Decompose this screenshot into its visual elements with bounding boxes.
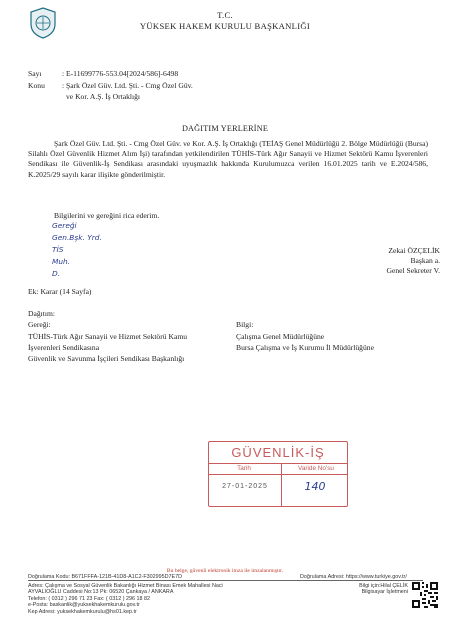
footer-divider: [28, 580, 423, 581]
sayi-label: Sayı: [28, 69, 42, 78]
qr-code-icon: [412, 582, 438, 608]
contact-title: Bilgisayar İşletmeni: [361, 589, 408, 596]
gereği-item-3: Güvenlik ve Savunma İşçileri Sendikası Başkanlığı: [28, 354, 185, 363]
konu-value-2: ve Kor. A.Ş. İş Ortaklığı: [66, 92, 141, 101]
gereği-item-2: İşverenleri Sendikasına: [28, 343, 100, 352]
body-paragraph: Şark Özel Güv. Ltd. Şti. - Cmg Özel Güv. ve Kor. A.Ş. İş Ortaklığı (TEİAŞ Genel Müdürlüğü 2. Bölge Müdürlüğü (Bursa) Silahlı Özel Güvenlik Hizmet Alım İşi) tarafından yetkilendirilen TÜHİS-Türk Ağır Sanayii ve Hizmet Sektörü Kamu İşverenleri Sendikası ile Güvenlik-İş Sendikası arasındaki uyuşmazlık hakkında Kurulumuzca verilen 16.01.2025 tarih ve E.2024/586, K.2025/29 sayılı karar ilişikte gönderilmiştir.: [28, 139, 428, 179]
address-block: [28, 583, 223, 615]
address-line-1: Adres: Çalışma ve Sosyal Güvenlik Bakanlığı Hizmet Binası Emek Mahallesi Naci: [28, 583, 223, 589]
kep-line: Kep Adresi: yuksekhakemkurulu@hs01.kep.tr: [28, 608, 137, 615]
stamp-date-label: Tarih: [237, 465, 251, 472]
email-line[interactable]: e-Posta: baskanlik@yuksekhakemkurulu.gov.tr: [28, 602, 140, 609]
verify-address[interactable]: Doğrulama Adresi: https://www.turkiye.gov.tr/: [300, 574, 407, 580]
sayi-row: [28, 68, 178, 79]
request-line: Bilgilerini ve gereğini rica ederim.: [54, 211, 160, 220]
handwriting-line-1: Gereği: [52, 221, 77, 230]
stamp-number-label: Varide No'su: [298, 465, 334, 472]
handwriting-line-5: D.: [52, 269, 61, 278]
stamp-number: 140: [304, 480, 326, 493]
bilgi-item-1: Çalışma Genel Müdürlüğüne: [236, 332, 325, 341]
signature-block: [340, 246, 440, 276]
konu-value-1: : Şark Özel Güv. Ltd. Şti. - Cmg Özel Güv.: [62, 81, 193, 90]
contact-name: Bilgi için:Hilal ÇELİK: [359, 583, 408, 589]
konu-label: Konu: [28, 81, 45, 90]
konu-row: [28, 80, 193, 91]
handwriting-line-4: Muh.: [52, 257, 71, 266]
distribution-title: DAĞITIM YERLERİNE: [181, 124, 269, 133]
sayi-value: : E-11699776-553.04[2024/586]-6498: [62, 69, 179, 78]
address-line-2: AYVALIOĞLU Caddesi No:13 Pk: 06520 Çankaya / ANKARA: [28, 589, 174, 596]
gereği-label: Gereği:: [28, 320, 51, 329]
handwriting-line-2: Gen.Bşk. Yrd.: [52, 233, 102, 242]
header-institution: YÜKSEK HAKEM KURULU BAŞKANLIĞI: [139, 21, 311, 31]
bilgi-item-2: Bursa Çalışma ve İş Kurumu İl Müdürlüğüne: [236, 343, 374, 352]
header-tc: T.C.: [217, 10, 233, 20]
bilgi-label: Bilgi:: [236, 320, 254, 329]
phone-line: Telefon: ( 0312 ) 296 71 23 Fax: ( 0312 ) 296 18 82: [28, 595, 150, 602]
contact-block: [330, 583, 408, 596]
gereği-item-1: TÜHİS-Türk Ağır Sanayii ve Hizmet Sektörü Kamu: [28, 332, 188, 341]
signer-name: Zekai ÖZÇELİK: [388, 246, 440, 255]
attachment-line: Ek: Karar (14 Sayfa): [28, 287, 92, 296]
distribution-label: Dağıtım:: [28, 309, 55, 318]
receipt-stamp: [208, 441, 348, 507]
verify-code: Doğrulama Kodu: B671FFFA-121B-41D8-A1C2-F302995D7E7D: [28, 574, 183, 580]
stamp-date: 27-01-2025: [222, 483, 268, 490]
signer-title-2: Genel Sekreter V.: [386, 266, 440, 275]
signer-title-1: Başkan a.: [410, 256, 440, 265]
stamp-union-name: GÜVENLİK-İŞ: [231, 445, 325, 460]
handwriting-line-3: TİS: [52, 245, 64, 254]
esign-note: Bu belge, güvenli elektronik imza ile imzalanmıştır.: [166, 568, 284, 574]
